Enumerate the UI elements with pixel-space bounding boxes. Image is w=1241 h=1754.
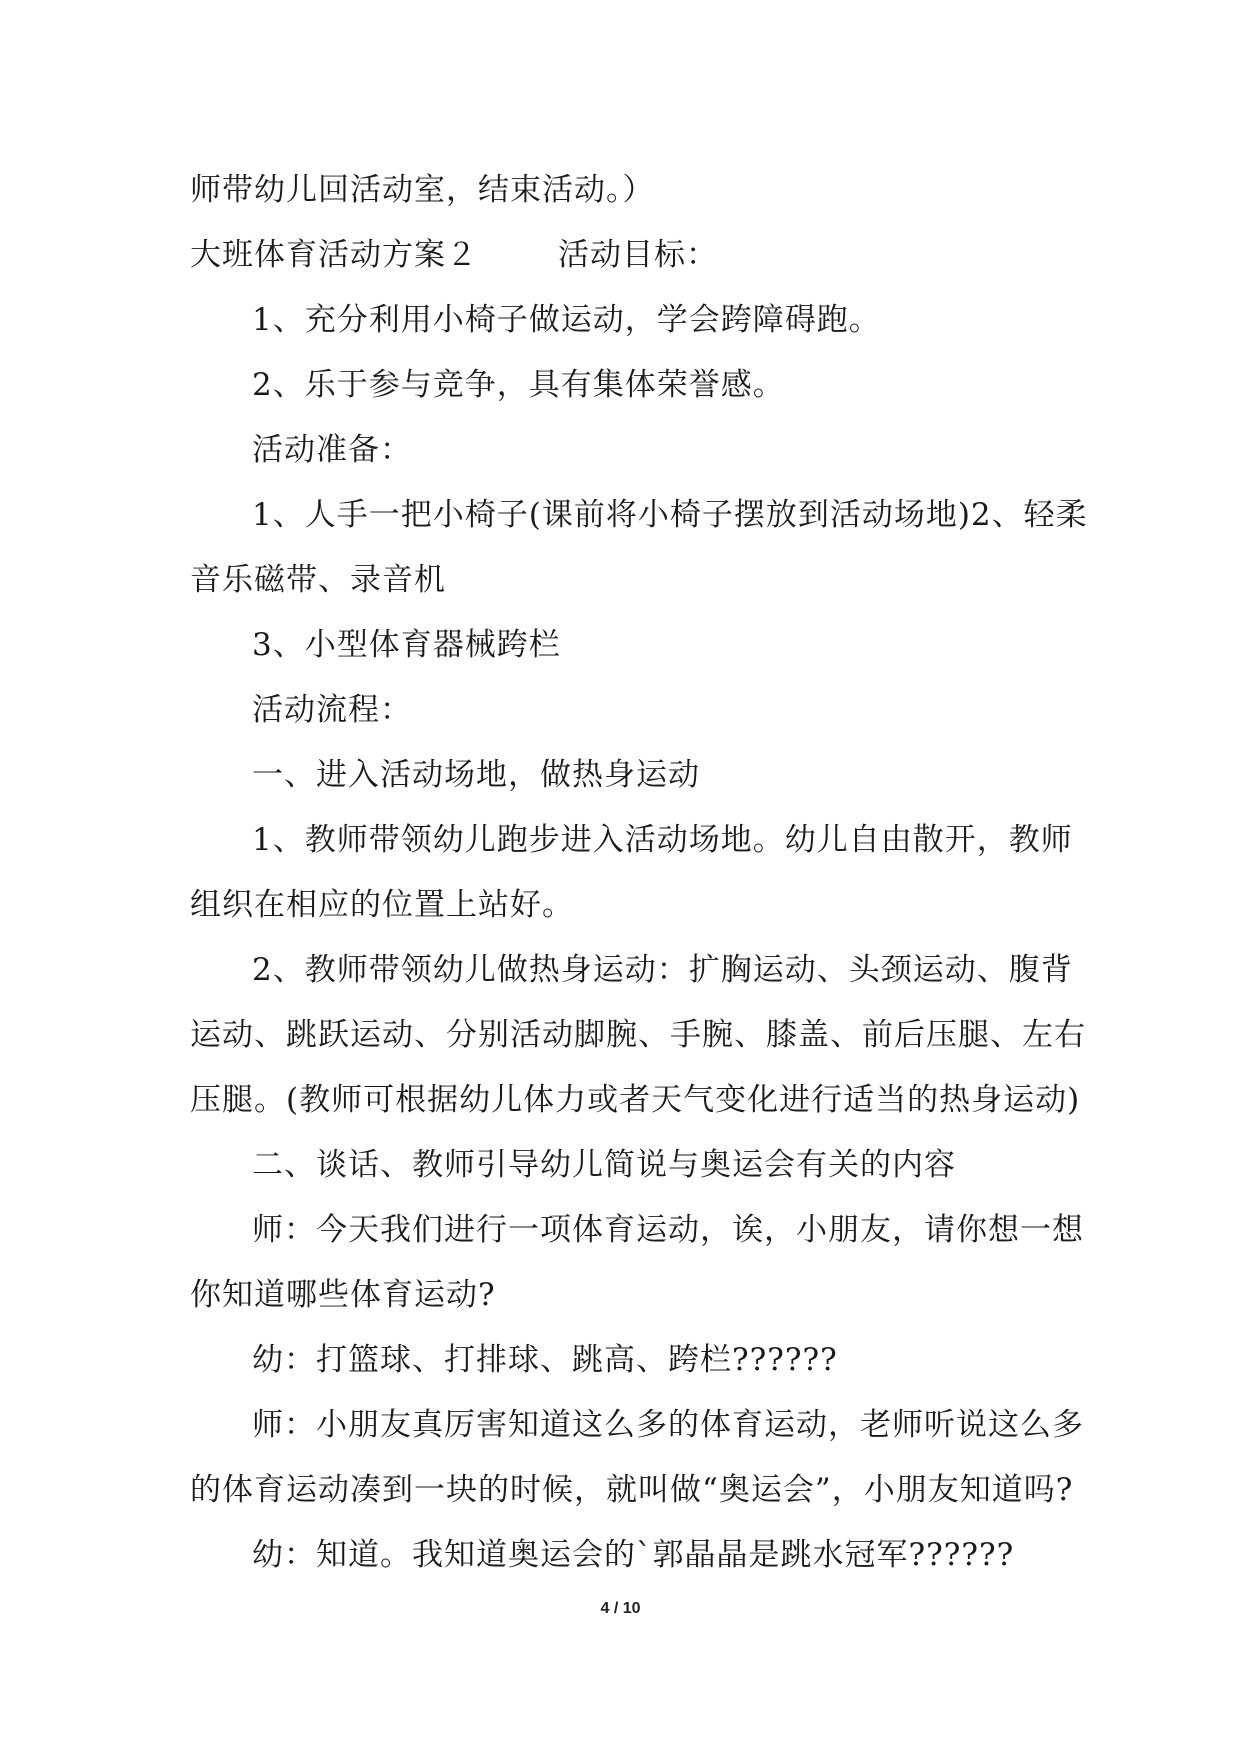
text-line: 1、充分利用小椅子做运动，学会跨障碍跑。 <box>252 302 881 338</box>
subsection-label: 活动流程： <box>252 692 412 728</box>
text-line: 1、人手一把小椅子(课前将小椅子摆放到活动场地)2、轻柔 <box>252 497 1088 533</box>
text-line: 2、乐于参与竞争，具有集体荣誉感。 <box>252 367 785 403</box>
text-line: 3、小型体育器械跨栏 <box>252 627 561 663</box>
text-line: 师带幼儿回活动室，结束活动。） <box>190 172 655 208</box>
text-line: 幼：打篮球、打排球、跳高、跨栏?????? <box>252 1342 838 1378</box>
text-line: 组织在相应的位置上站好。 <box>190 887 574 923</box>
text-line: 幼：知道。我知道奥运会的`郭晶晶是跳水冠军?????? <box>252 1537 1015 1573</box>
text-line: 你知道哪些体育运动? <box>190 1277 496 1313</box>
page-number: 4 / 10 <box>600 1600 641 1617</box>
text-line: 音乐磁带、录音机 <box>190 562 446 598</box>
text-line: 2、教师带领幼儿做热身运动：扩胸运动、头颈运动、腹背 <box>252 952 1073 988</box>
text-line: 二、谈话、教师引导幼儿简说与奥运会有关的内容 <box>252 1147 956 1183</box>
text-line: 师：今天我们进行一项体育运动，诶，小朋友，请你想一想 <box>252 1212 1084 1248</box>
section-heading-line <box>190 223 1050 288</box>
subsection-label: 活动准备： <box>252 432 412 468</box>
text-line: 师：小朋友真厉害知道这么多的体育运动，老师听说这么多 <box>252 1407 1084 1443</box>
section-title: 大班体育活动方案２ <box>190 237 478 273</box>
text-line: 压腿。(教师可根据幼儿体力或者天气变化进行适当的热身运动) <box>190 1082 1081 1118</box>
document-body <box>190 158 1088 1588</box>
subsection-label: 活动目标： <box>558 237 718 273</box>
text-line: 一、进入活动场地，做热身运动 <box>252 757 700 793</box>
text-line: 运动、跳跃运动、分别活动脚腕、手腕、膝盖、前后压腿、左右 <box>190 1017 1086 1053</box>
text-line: 的体育运动凑到一块的时候，就叫做“奥运会”，小朋友知道吗? <box>190 1472 1074 1508</box>
text-line: 1、教师带领幼儿跑步进入活动场地。幼儿自由散开，教师 <box>252 822 1073 858</box>
